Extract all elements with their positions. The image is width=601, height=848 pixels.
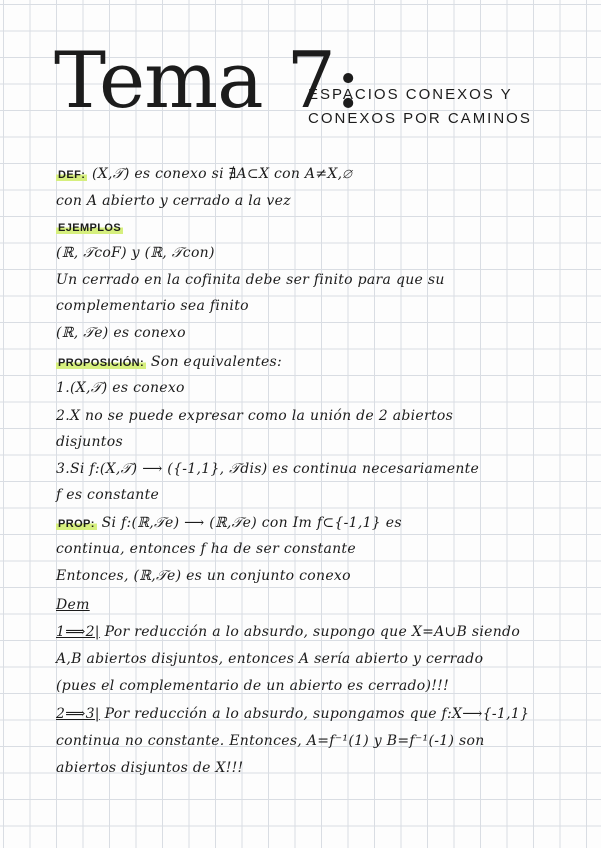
proof-heading: Dem: [56, 597, 90, 613]
proof-2-line-3: abiertos disjuntos de X!!!: [56, 760, 244, 776]
subtitle-line-2: CONEXOS POR CAMINOS: [308, 110, 532, 127]
definition-line-2: con A abierto y cerrado a la vez: [56, 193, 291, 209]
proof-2-line-2: continua no constante. Entonces, A=f⁻¹(1) y B=f⁻¹(-1) son: [56, 733, 485, 749]
definition-line: [56, 166, 352, 182]
examples-heading-line: [56, 219, 123, 235]
proposition-item-3b: f es constante: [56, 487, 160, 503]
proposition-line: [56, 354, 282, 370]
page-title: Tema 7:: [54, 36, 361, 126]
proposition-label: PROPOSICIÓN:: [58, 357, 145, 369]
prop-text-2: continua, entonces f ha de ser constante: [56, 541, 356, 557]
proof-2-label: 2⟹3|: [56, 706, 100, 722]
prop-line: [56, 515, 402, 531]
example-4: (ℝ, 𝒯e) es conexo: [56, 325, 186, 341]
conclusion-line: Entonces, (ℝ,𝒯e) es un conjunto conexo: [56, 568, 351, 584]
proof-1-line-2: A,B abiertos disjuntos, entonces A sería abierto y cerrado: [56, 651, 484, 667]
examples-label: EJEMPLOS: [58, 222, 122, 234]
example-1: (ℝ, 𝒯coF) y (ℝ, 𝒯con): [56, 245, 215, 261]
proposition-item-1: 1.(X,𝒯) es conexo: [56, 380, 185, 396]
def-label: DEF:: [58, 169, 86, 181]
proof-1-label: 1⟹2|: [56, 624, 100, 640]
example-2: Un cerrado en la cofinita debe ser finito para que su: [56, 272, 445, 288]
proposition-text: Son equivalentes:: [150, 354, 283, 370]
example-3: complementario sea finito: [56, 298, 249, 314]
proof-1-line: [56, 624, 520, 640]
proof-2-line: [56, 706, 529, 722]
proposition-item-2b: disjuntos: [56, 434, 123, 450]
proof-1-line-3: (pues el complementario de un abierto es cerrado)!!!: [56, 678, 449, 694]
subtitle-line-1: ESPACIOS CONEXOS Y: [308, 86, 513, 103]
proof-1-text: Por reducción a lo absurdo, supongo que X=A∪B siendo: [104, 624, 521, 640]
prop-text: Si f:(ℝ,𝒯e) ⟶ (ℝ,𝒯e) con Im f⊂{-1,1} es: [101, 515, 402, 531]
proposition-item-3: 3.Si f:(X,𝒯) ⟶ ({-1,1}, 𝒯dis) es continua necesariamente: [56, 461, 480, 477]
def-text: (X,𝒯) es conexo si ∄A⊂X con A≠X,∅: [92, 166, 352, 182]
proof-2-text: Por reducción a lo absurdo, supongamos que f:X⟶{-1,1}: [104, 706, 530, 722]
proposition-item-2: 2.X no se puede expresar como la unión de 2 abiertos: [56, 408, 454, 424]
prop-label: PROP:: [58, 518, 95, 530]
